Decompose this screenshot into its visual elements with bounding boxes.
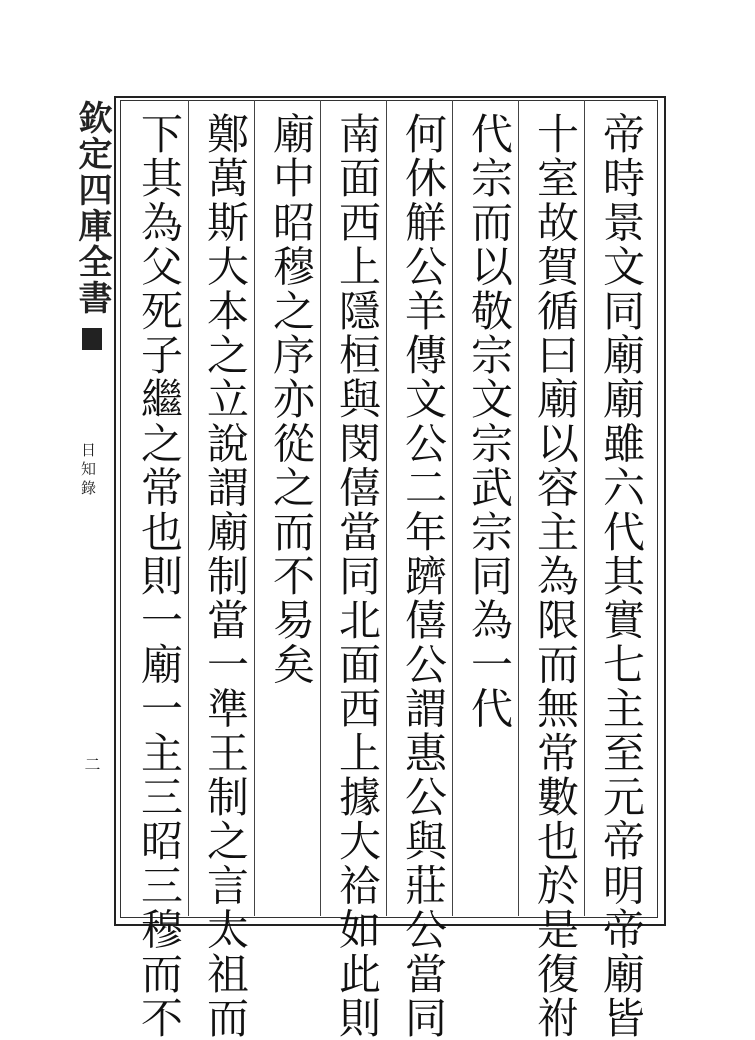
column-rule	[584, 100, 585, 916]
column-rule	[452, 100, 453, 916]
text-column-6: 廟中昭穆之序亦從之而不易矣	[267, 112, 316, 687]
collection-title: 欽定四庫全書	[72, 100, 112, 316]
column-rule	[320, 100, 321, 916]
fishtail-mark	[82, 328, 102, 350]
page-number: 二	[82, 756, 101, 772]
text-column-8: 下其為父死子繼之常也則一廟一主三昭三穆而不	[135, 112, 184, 1040]
text-column-4: 何休觧公羊傳文公二年躋僖公謂惠公與莊公當同	[399, 112, 448, 1040]
column-rule	[188, 100, 189, 916]
text-column-7: 鄭萬斯大本之立說謂廟制當一準王制之言太祖而	[201, 112, 250, 1040]
column-rule	[518, 100, 519, 916]
book-title: 日知錄	[79, 442, 97, 499]
text-column-1: 帝時景文同廟廟雖六代其實七主至元帝明帝廟皆	[597, 112, 646, 1040]
text-column-2: 十室故賀循曰廟以容主為限而無常數也於是復祔	[531, 112, 580, 1040]
margin-gutter	[68, 96, 114, 922]
column-rule	[254, 100, 255, 916]
text-column-3: 代宗而以敬宗文宗武宗同為一代	[465, 112, 514, 731]
text-column-5: 南面西上隱桓與閔僖當同北面西上據大祫如此則	[333, 112, 382, 1040]
column-rule	[386, 100, 387, 916]
